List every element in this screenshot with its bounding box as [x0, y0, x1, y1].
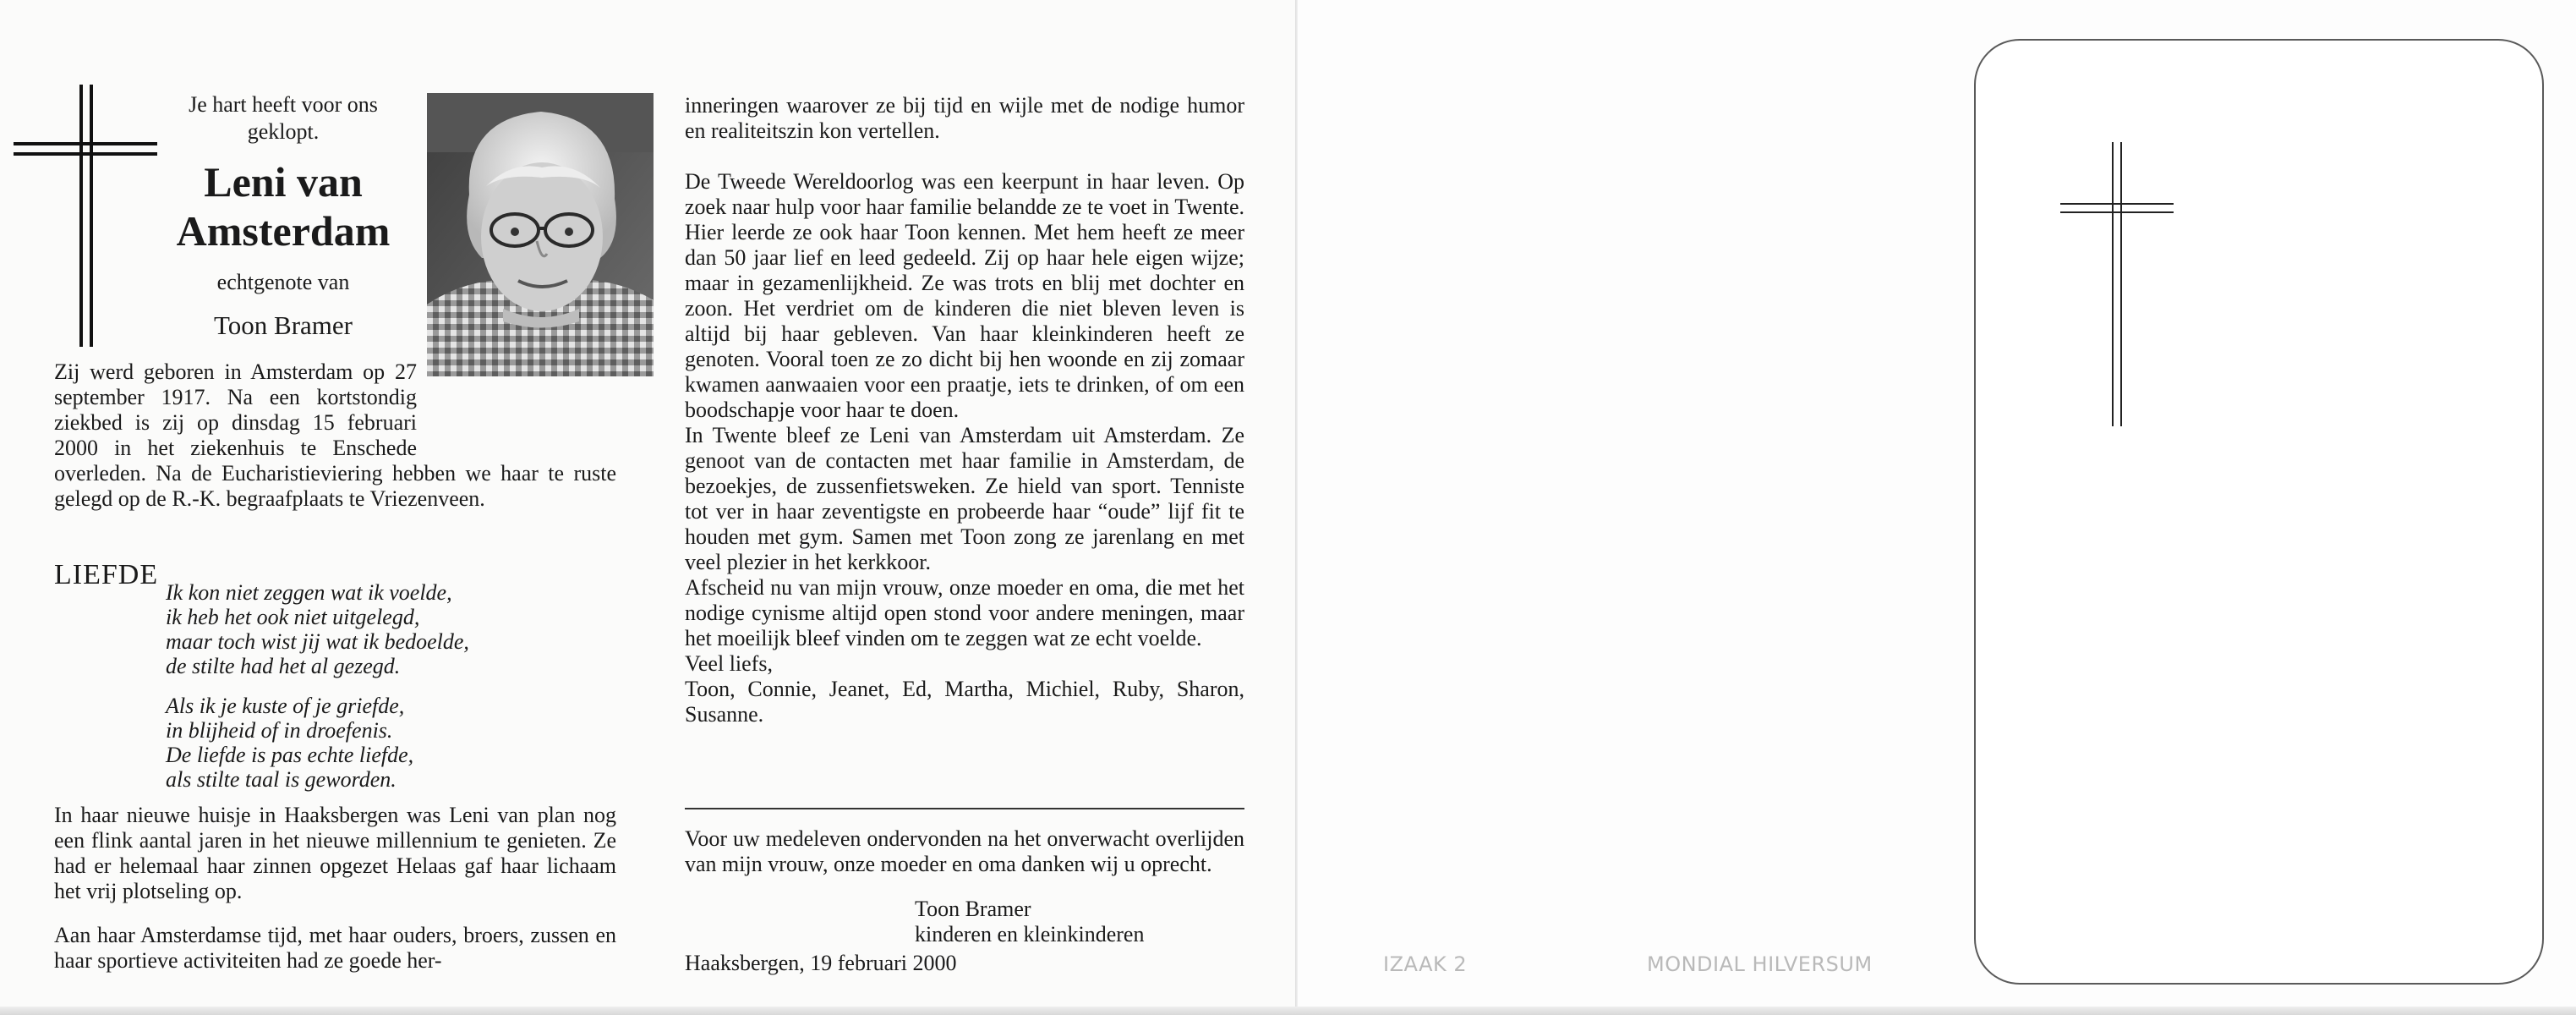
story-column-2	[685, 93, 1244, 727]
place-date: Haaksbergen, 19 februari 2000	[685, 951, 957, 975]
printer-credit: MONDIAL HILVERSUM	[1647, 952, 1873, 976]
story-paragraph: In Twente bleef ze Leni van Amsterdam uit Amsterdam. Ze genoot van de contacten met haar familie in Amsterdam, de bezoekjes, de zussenfietsweken. Ze hield van sport. Tenniste tot ver in haar zeventigste en probeerde haar “oude” lijf fit te houden met gym. Samen met Toon zong ze jarenlang en met veel plezier in het kerkkoor.	[685, 423, 1244, 574]
poem-title: LIEFDE	[54, 559, 159, 590]
poem-line: ik heb het ook niet uitgelegd,	[166, 605, 420, 629]
spouse-label: echtgenote van	[216, 270, 350, 294]
cross-icon	[2060, 142, 2174, 426]
header-block	[161, 91, 406, 342]
spouse-name: Toon Bramer	[214, 310, 353, 340]
story-paragraph: Aan haar Amsterdamse tijd, met haar ouders, broers, zussen en haar sportieve activiteiten had ze goede her-	[54, 923, 616, 973]
closing-greeting: Veel liefs,	[685, 651, 773, 676]
poem-line: maar toch wist jij wat ik bedoelde,	[166, 629, 469, 654]
signature-block	[915, 897, 1144, 947]
poem	[166, 580, 572, 807]
biography-body: Zij werd geboren in Amsterdam op 27 september 1917. Na een kortstondig ziekbed is zij op dinsdag 15 februari 2000 in het ziekenhuis te Enschede overleden. Na de Eucharistieviering hebben we haar te ruste gelegd op de R.-K. begraafplaats te Vriezenveen.	[54, 359, 616, 511]
family-names: Toon, Connie, Jeanet, Ed, Martha, Michiel, Ruby, Sharon, Susanne.	[685, 677, 1244, 727]
story-paragraph: In haar nieuwe huisje in Haaksbergen was Leni van plan nog een flink aantal jaren in het nieuwe millennium te genieten. Ze had er helemaal haar zinnen opgezet Helaas gaf haar lichaam het vrij plotseling op.	[54, 803, 616, 903]
poem-line: in blijheid of in droefenis.	[166, 718, 393, 743]
signature-name: Toon Bramer	[915, 897, 1031, 921]
thank-you-text: Voor uw medeleven ondervonden na het onverwacht overlijden van mijn vrouw, onze moeder en oma danken wij u oprecht.	[685, 826, 1244, 876]
poem-stanza	[166, 580, 572, 678]
poem-stanza	[166, 694, 572, 792]
deceased-name: Leni van Amsterdam	[176, 158, 391, 255]
biography-text	[54, 359, 616, 512]
opening-quote: Je hart heeft voor ons geklopt.	[189, 92, 378, 144]
signature-family: kinderen en kleinkinderen	[915, 922, 1145, 946]
portrait-photo	[427, 93, 654, 376]
cross-icon	[14, 85, 157, 347]
poem-line: De liefde is pas echte liefde,	[166, 743, 414, 767]
poem-line: Als ik je kuste of je griefde,	[166, 694, 405, 718]
poem-line: de stilte had het al gezegd.	[166, 654, 401, 678]
card-model-credit: IZAAK 2	[1383, 952, 1468, 976]
story-paragraph: inneringen waarover ze bij tijd en wijle met de nodige humor en realiteitszin kon vertellen.	[685, 93, 1244, 143]
scan-edge	[0, 1007, 2576, 1015]
poem-line: Ik kon niet zeggen wat ik voelde,	[166, 580, 452, 605]
divider	[685, 808, 1244, 809]
story-paragraph: Afscheid nu van mijn vrouw, onze moeder en oma, die met het nodige cynisme altijd open stond voor andere meningen, maar het moeilijk bleef vinden om te zeggen wat ze echt voelde.	[685, 575, 1244, 650]
story-column-1	[54, 803, 616, 992]
story-paragraph: De Tweede Wereldoorlog was een keerpunt in haar leven. Op zoek naar hulp voor haar familie belandde ze te voet in Twente. Hier leerde ze ook haar Toon kennen. Met hem heeft ze meer dan 50 jaar lief en leed gedeeld. Zij op haar hele eigen wijze; maar in gezamenlijkheid. Ze was trots en blij met dochter en zoon. Het verdriet om de kinderen die niet bleven leven is altijd bij haar gebleven. Van haar kleinkinderen heeft ze genoten. Vooral toen ze zo dicht bij hen woonde en zij zomaar kwamen aanwaaien voor een praatje, iets te drinken, of om een boodschapje voor haar te doen.	[685, 169, 1244, 422]
poem-line: als stilte taal is geworden.	[166, 767, 397, 792]
